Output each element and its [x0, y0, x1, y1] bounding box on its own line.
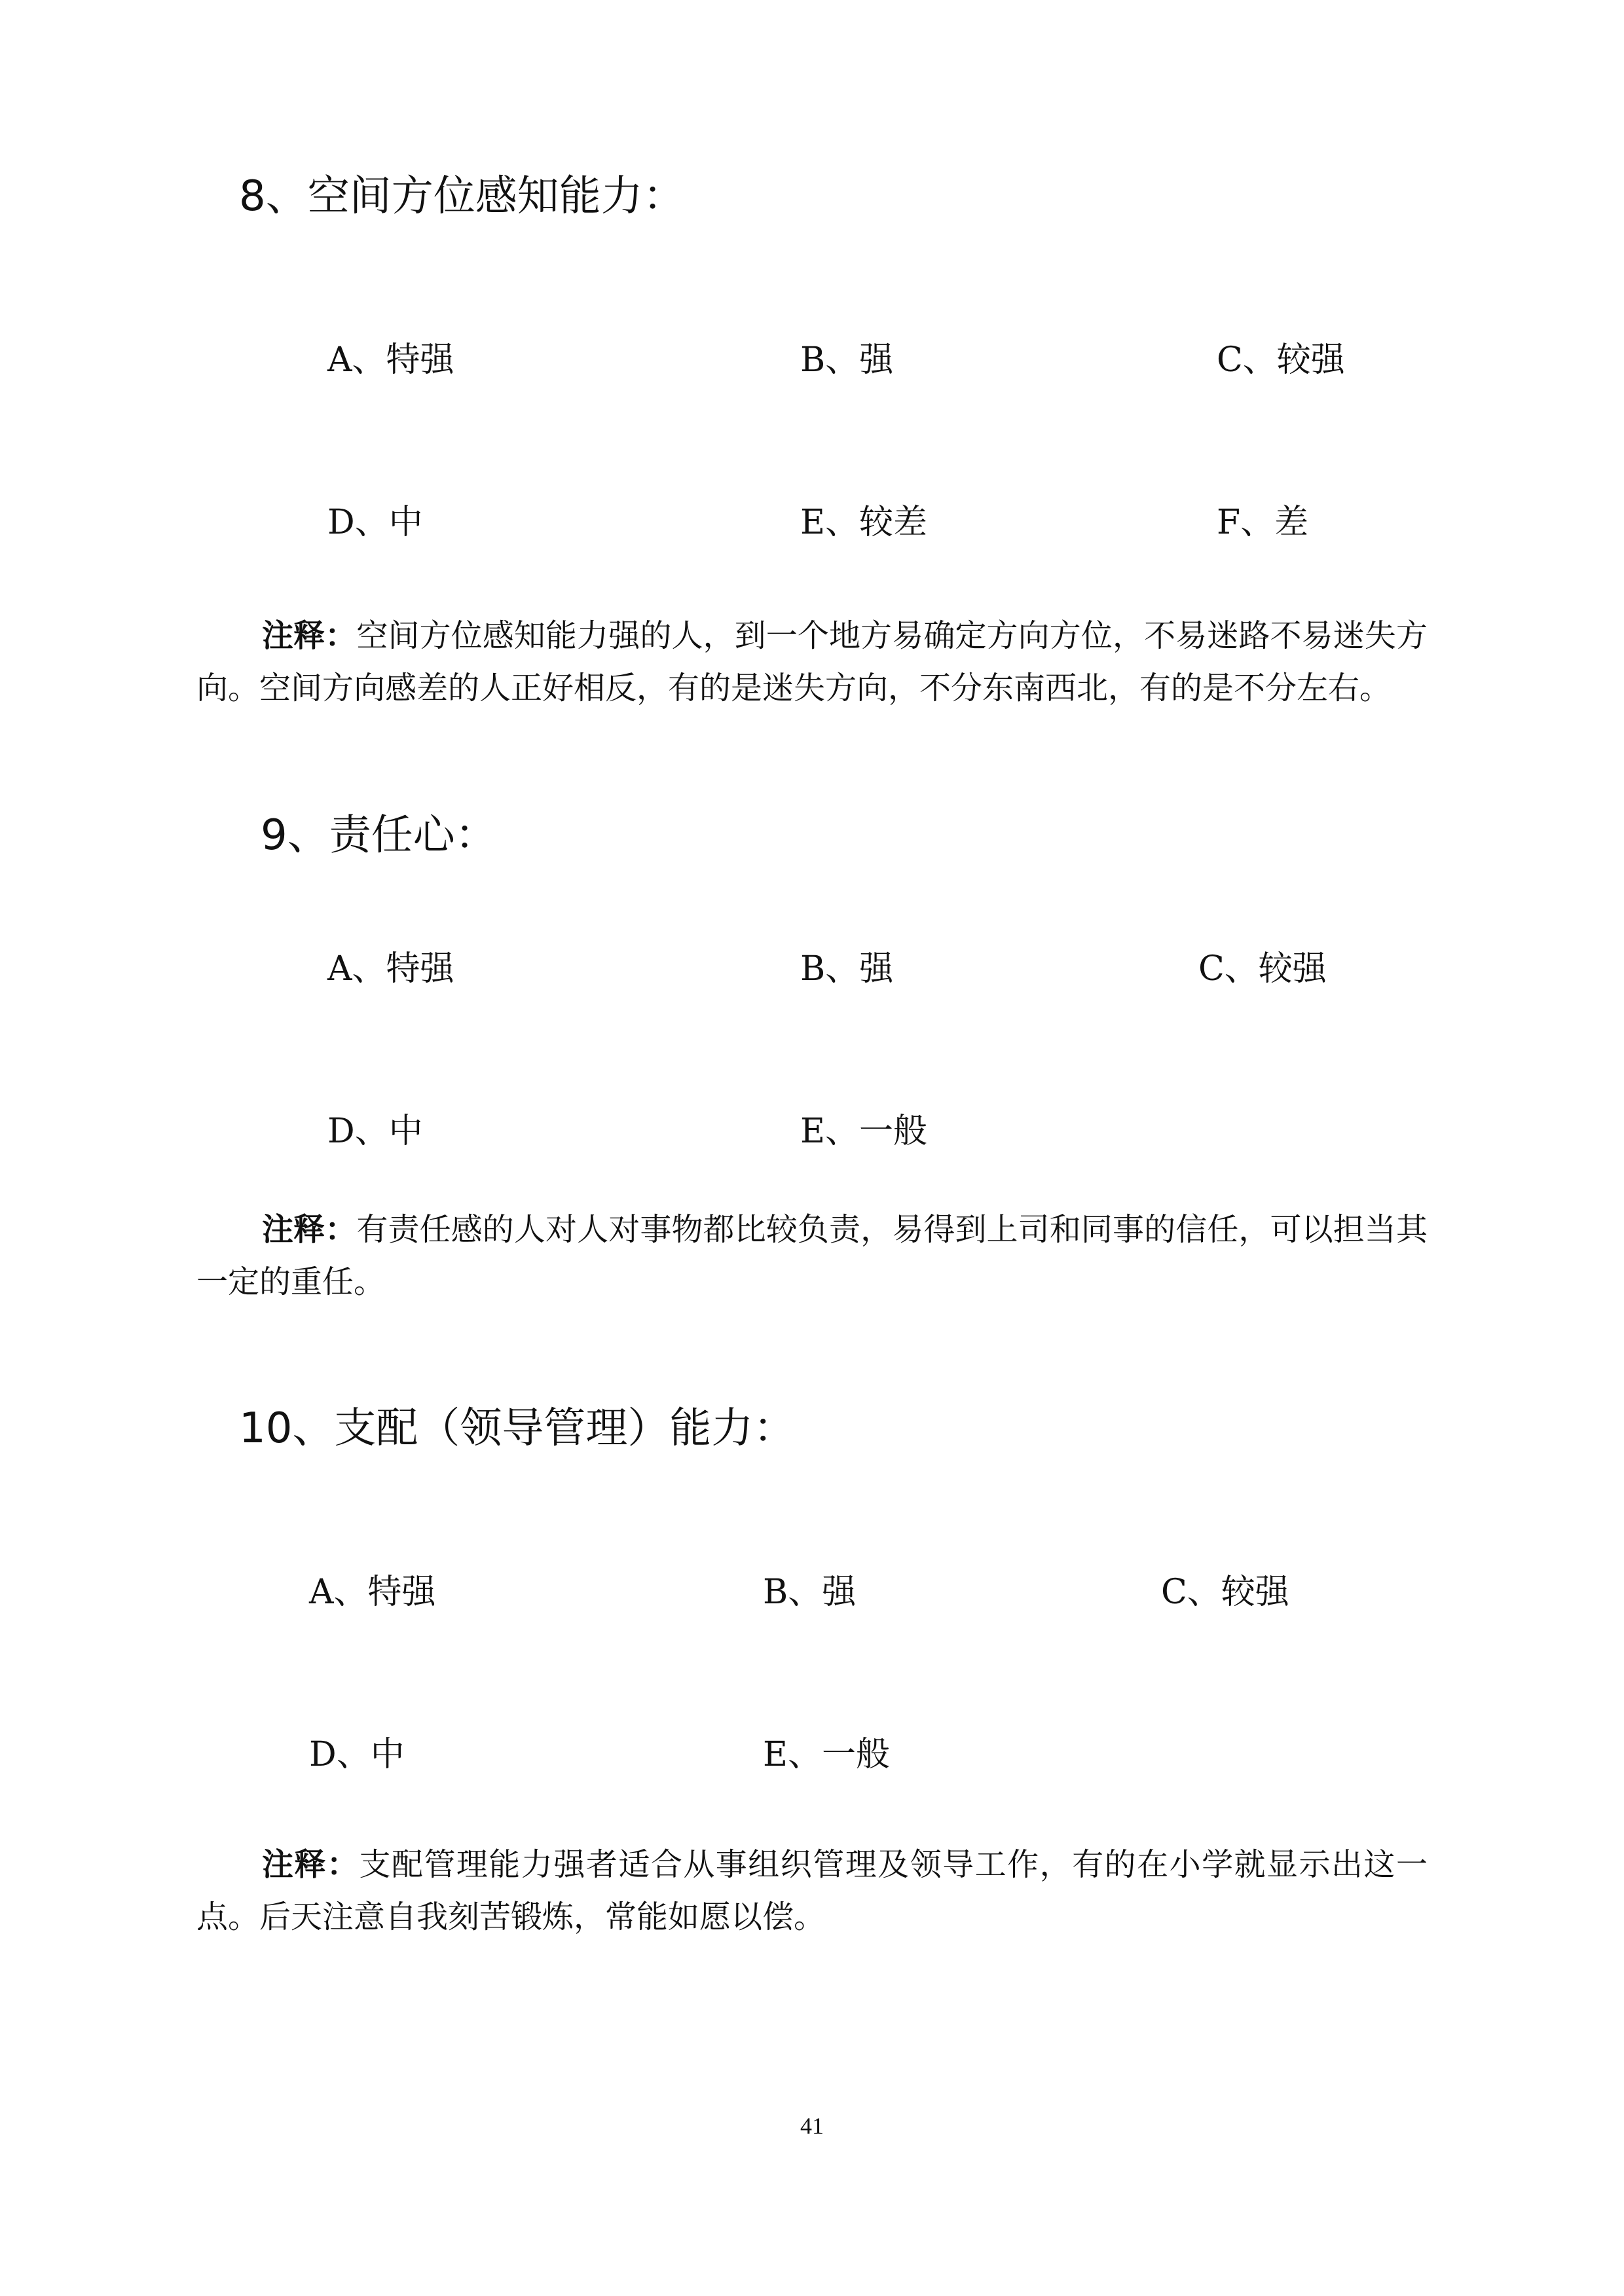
section-8-note-text: 空间方位感知能力强的人，到一个地方易确定方向方位，不易迷路不易迷失方向。空间方向感差的人正好相反，有的是迷失方向，不分东南西北，有的是不分左右。 [196, 617, 1428, 706]
section-9-heading: 9、责任心： [261, 811, 497, 860]
section-8-note [196, 610, 1428, 714]
section-8-heading: 8、空间方位感知能力： [239, 172, 685, 221]
section-10-note [196, 1838, 1428, 1943]
section-9-note-text: 有责任感的人对人对事物都比较负责，易得到上司和同事的信任，可以担当其一定的重任。 [196, 1211, 1428, 1300]
section-10-heading: 10、支配（领导管理）能力： [239, 1404, 796, 1453]
section-9-note-label: 注释： [262, 1211, 357, 1248]
section-10-note-text: 支配管理能力强者适合从事组织管理及领导工作，有的在小学就显示出这一点。后天注意自我刻苦锻炼，常能如愿以偿。 [196, 1846, 1428, 1935]
section-8-option-a: A、特强 [327, 340, 454, 380]
section-8-option-e: E、较差 [800, 503, 927, 542]
section-8-option-c: C、较强 [1217, 340, 1345, 380]
section-9-option-c: C、较强 [1198, 949, 1327, 989]
section-9-option-b: B、强 [800, 949, 894, 989]
section-10-option-d: D、中 [309, 1735, 405, 1774]
section-10-note-label: 注释： [262, 1846, 360, 1883]
section-10-option-a: A、特强 [309, 1573, 436, 1612]
page-number: 41 [800, 2113, 824, 2139]
section-8-option-d: D、中 [327, 503, 423, 542]
section-8-option-b: B、强 [800, 340, 894, 380]
section-8-note-label: 注释： [262, 617, 357, 654]
section-9-option-d: D、中 [327, 1112, 423, 1151]
section-9-note [196, 1203, 1428, 1308]
section-10-option-b: B、强 [763, 1573, 857, 1612]
section-9-option-a: A、特强 [327, 949, 454, 989]
section-8-option-f: F、差 [1217, 503, 1309, 542]
section-9-option-e: E、一般 [800, 1112, 927, 1151]
section-10-option-e: E、一般 [763, 1735, 890, 1774]
section-10-option-c: C、较强 [1161, 1573, 1289, 1612]
